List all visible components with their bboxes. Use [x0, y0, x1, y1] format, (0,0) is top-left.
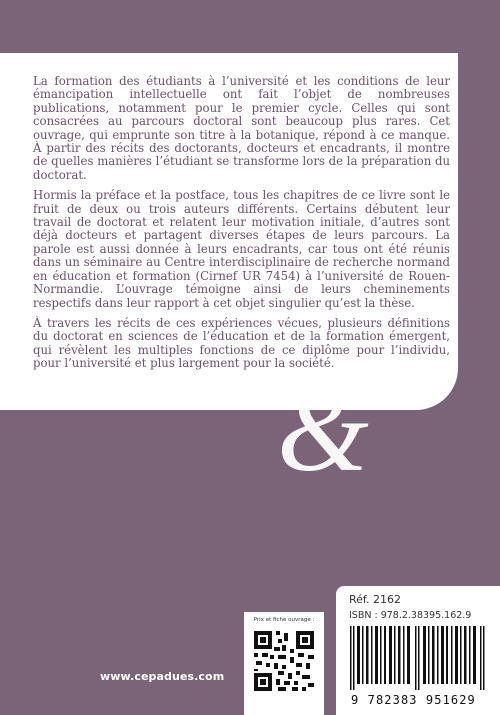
paragraph-1: La formation des étudiants à l’université et les conditions de leur émancipation intellectuelle ont fait l’objet de nombreuses publications, notamment pour le premier cycle. Celles qui sont consacrées au parcours doctoral sont beaucoup plus rares. Cet ouvrage, qui emprunte son titre à la botanique, répond à ce manque. À partir des récits des doctorants, docteurs et encadrants, il montre de quelles manières l’étudiant se transforme lors de la préparation du doctorat.	[33, 74, 450, 182]
reference-number: Réf. 2162	[349, 593, 401, 606]
ampersand-logo: &	[277, 365, 369, 496]
qr-code-panel	[244, 612, 324, 715]
paragraph-3: À travers les récits de ces expériences vécues, plusieurs définitions du doctorat en sciences de l’éducation et de la formation émergent, qui révèlent les multiples fonctions de ce diplôme pour l’individu, pour l’université et plus largement pour la société.	[33, 315, 450, 371]
qr-code-icon[interactable]	[252, 629, 316, 693]
paragraph-2: Hormis la préface et la postface, tous les chapitres de ce livre sont le fruit de deux ou trois auteurs différents. Certains débutent leur travail de doctorat et relatent leur motivation initiale, d’autres sont déjà docteurs et partagent diverses étapes de leurs parcours. La parole est aussi donnée à leurs encadrants, car tous ont été réunis dans un séminaire au Centre interdisciplinaire de recherche normand en éducation et formation (Cirnef UR 7454) à l’université de Rouen-Normandie. L’ouvrage témoigne ainsi de leurs cheminements respectifs dans leur rapport à cet objet singulier qu’est la thèse.	[33, 188, 450, 310]
barcode-digits: 9 782383 951629	[351, 693, 476, 707]
barcode-icon	[346, 626, 492, 692]
isbn-number: ISBN : 978.2.38395.162.9	[349, 610, 472, 621]
website-link[interactable]: www.cepadues.com	[100, 670, 225, 683]
qr-label: Prix et fiche ouvrage :	[253, 617, 315, 623]
isbn-panel	[336, 586, 500, 715]
back-cover-text	[33, 75, 450, 378]
